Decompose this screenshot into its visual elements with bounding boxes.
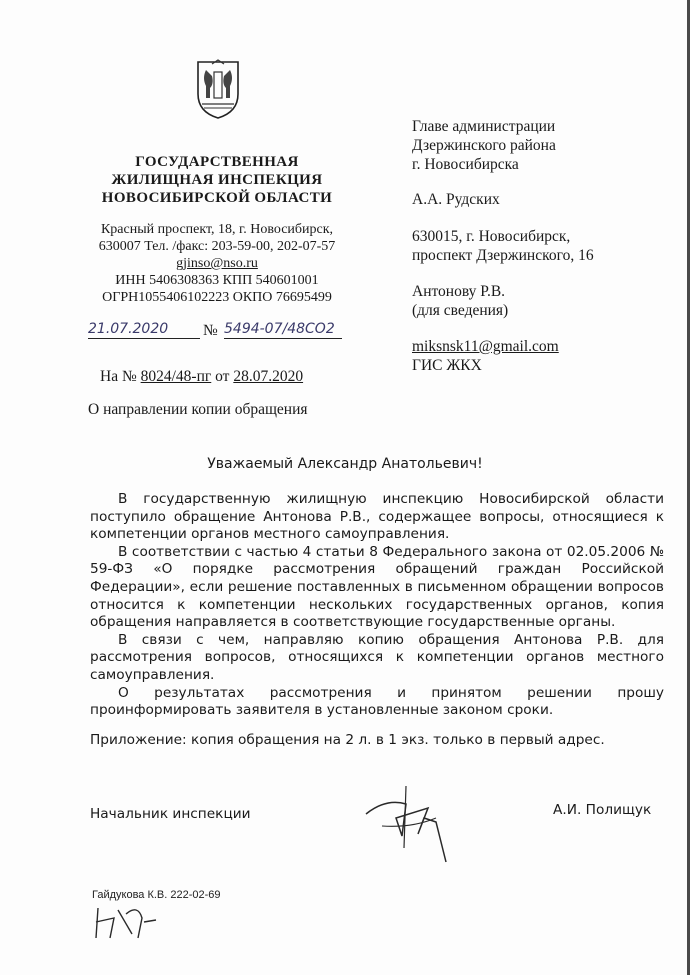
reg-date-field [88, 320, 200, 339]
ref-prefix: На № [100, 368, 137, 385]
org-name-line2: ЖИЛИЩНАЯ ИНСПЕКЦИЯ [111, 172, 323, 188]
cc-note: (для сведения) [412, 302, 509, 319]
cc-email-link[interactable]: miksnsk11@gmail.com [412, 338, 559, 355]
org-name-line1: ГОСУДАРСТВЕННАЯ [135, 154, 299, 170]
coat-of-arms-emblem [192, 58, 244, 120]
org-address: Красный проспект, 18, г. Новосибирск, [100, 222, 334, 237]
cc-name: Антонову Р.В. [412, 283, 506, 300]
body-paragraph-4: О результатах рассмотрения и принятом решении прошу проинформировать заявителя в установленные законом сроки. [90, 684, 664, 719]
org-contacts [82, 221, 352, 306]
reg-date: 21.07.2020 [88, 321, 169, 337]
attachment-line: Приложение: копия обращения на 2 л. в 1 экз. только в первый адрес. [90, 732, 605, 748]
cc-contacts [412, 337, 559, 375]
body-paragraph-2: В соответствии с частью 4 статьи 8 Федерального закона от 02.05.2006 № 59-ФЗ «О порядке рассмотрения обращений граждан Российской Федерации», если решение поставленных в письменном обращении вопросов относится к компетенции нескольких государственных органов, копия обращения направляется в соответствующие государственные органы. [90, 543, 664, 631]
salutation: Уважаемый Александр Анатольевич! [207, 456, 483, 472]
signer-position: Начальник инспекции [90, 806, 251, 822]
reg-number-label: № [203, 322, 218, 339]
signer-name: А.И. Полищук [553, 802, 652, 818]
recipient-address-2: проспект Дзержинского, 16 [412, 247, 594, 264]
org-inn: ИНН 5406308363 КПП 540601001 [115, 273, 319, 288]
ref-number: 8024/48-пг [140, 368, 212, 385]
reference-line [100, 368, 303, 386]
executor-initials-scribble [92, 900, 162, 942]
org-ogrn: ОГРН1055406102223 ОКПО 76695499 [102, 290, 332, 305]
executor-line: Гайдукова К.В. 222-02-69 [92, 889, 221, 901]
recipient-address-1: 630015, г. Новосибирск, [412, 228, 571, 245]
signature-scribble [362, 778, 472, 868]
recipient-title-3: г. Новосибирска [412, 156, 519, 173]
reg-number: 5494-07/48СО2 [224, 321, 335, 337]
reg-number-field [224, 320, 342, 339]
subject-line: О направлении копии обращения [88, 401, 308, 418]
recipient-name: А.А. Рудских [412, 191, 500, 208]
ref-date: 28.07.2020 [233, 368, 304, 385]
recipient-address [412, 227, 594, 265]
recipient-title-2: Дзержинского района [412, 137, 556, 154]
org-header [82, 153, 352, 207]
org-name-line3: НОВОСИБИРСКОЙ ОБЛАСТИ [101, 190, 333, 206]
org-email-link[interactable]: gjinso@nso.ru [176, 256, 258, 271]
ref-from: от [215, 368, 230, 385]
letter-body [90, 491, 664, 720]
cc-recipient [412, 282, 508, 320]
recipient-block [412, 117, 556, 174]
body-paragraph-3: В связи с чем, направляю копию обращения Антонова Р.В. для рассмотрения вопросов, относящихся к компетенции органов местного самоуправления. [90, 631, 664, 683]
org-phone: 630007 Тел. /факс: 203-59-00, 202-07-57 [98, 239, 336, 254]
body-paragraph-1: В государственную жилищную инспекцию Новосибирской области поступило обращение Антонова Р.В., содержащее вопросы, относящиеся к компетенции органов местного самоуправления. [90, 491, 664, 543]
cc-system: ГИС ЖКХ [412, 357, 482, 374]
recipient-title-1: Главе администрации [412, 118, 556, 135]
